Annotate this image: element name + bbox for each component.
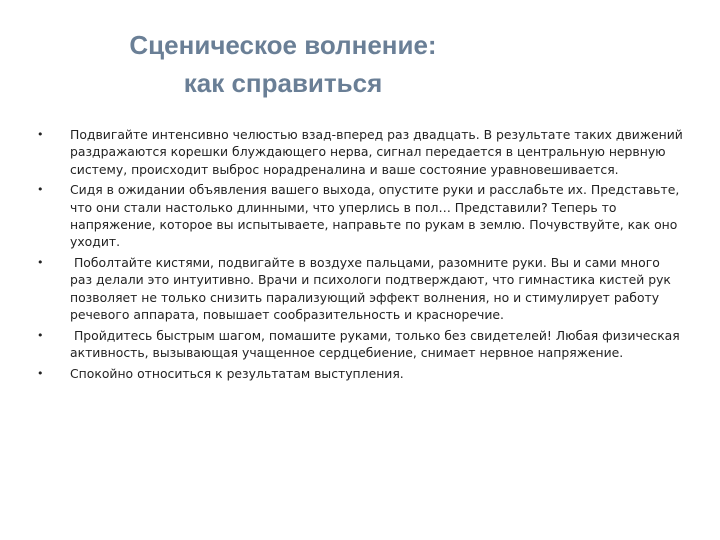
- slide-title: [0, 26, 566, 102]
- bullet-icon: •: [37, 328, 44, 342]
- title-line-1: Сценическое волнение:: [129, 30, 437, 60]
- list-item: [37, 254, 685, 323]
- list-item-text: Подвигайте интенсивно челюстью взад-вперед раз двадцать. В результате таких движений раздражаются корешки блуждающего нерва, сигнал передается в центральную нервную систему, происходит выброс норадреналина и ваше состояние уравновешивается.: [70, 127, 687, 177]
- list-item: [37, 126, 685, 178]
- bullet-icon: •: [37, 128, 44, 141]
- bullet-icon: •: [37, 366, 44, 380]
- bullet-icon: •: [37, 256, 44, 270]
- title-line-2: как справиться: [183, 68, 383, 98]
- list-item-text: Сидя в ожидании объявления вашего выхода, опустите руки и расслабьте их. Представьте, что они стали настолько длинными, что уперлись в пол… Представили? Теперь то напряжение, которое вы испытываете, направьте по рукам в землю. Почувствуйте, как оно уходит.: [70, 182, 684, 250]
- list-item: [37, 365, 685, 382]
- bullet-icon: •: [37, 183, 44, 197]
- list-item-text: Пройдитесь быстрым шагом, помашите руками, только без свидетелей! Любая физическая активность, вызывающая учащенное сердцебиение, снимает нервное напряжение.: [70, 327, 684, 361]
- list-item: [37, 327, 685, 362]
- list-item-text: Поболтайте кистями, подвигайте в воздухе пальцами, разомните руки. Вы и сами много раз делали это интуитивно. Врачи и психологи подтверждают, что гимнастика кистей рук позволяет не только снизить парализующий эффект волнения, но и стимулирует работу речевого аппарата, повышает сообразительность и красноречие.: [70, 255, 675, 322]
- list-item-text: Спокойно относиться к результатам выступления.: [70, 365, 404, 381]
- list-item: [37, 181, 685, 250]
- bullet-list: [37, 126, 685, 386]
